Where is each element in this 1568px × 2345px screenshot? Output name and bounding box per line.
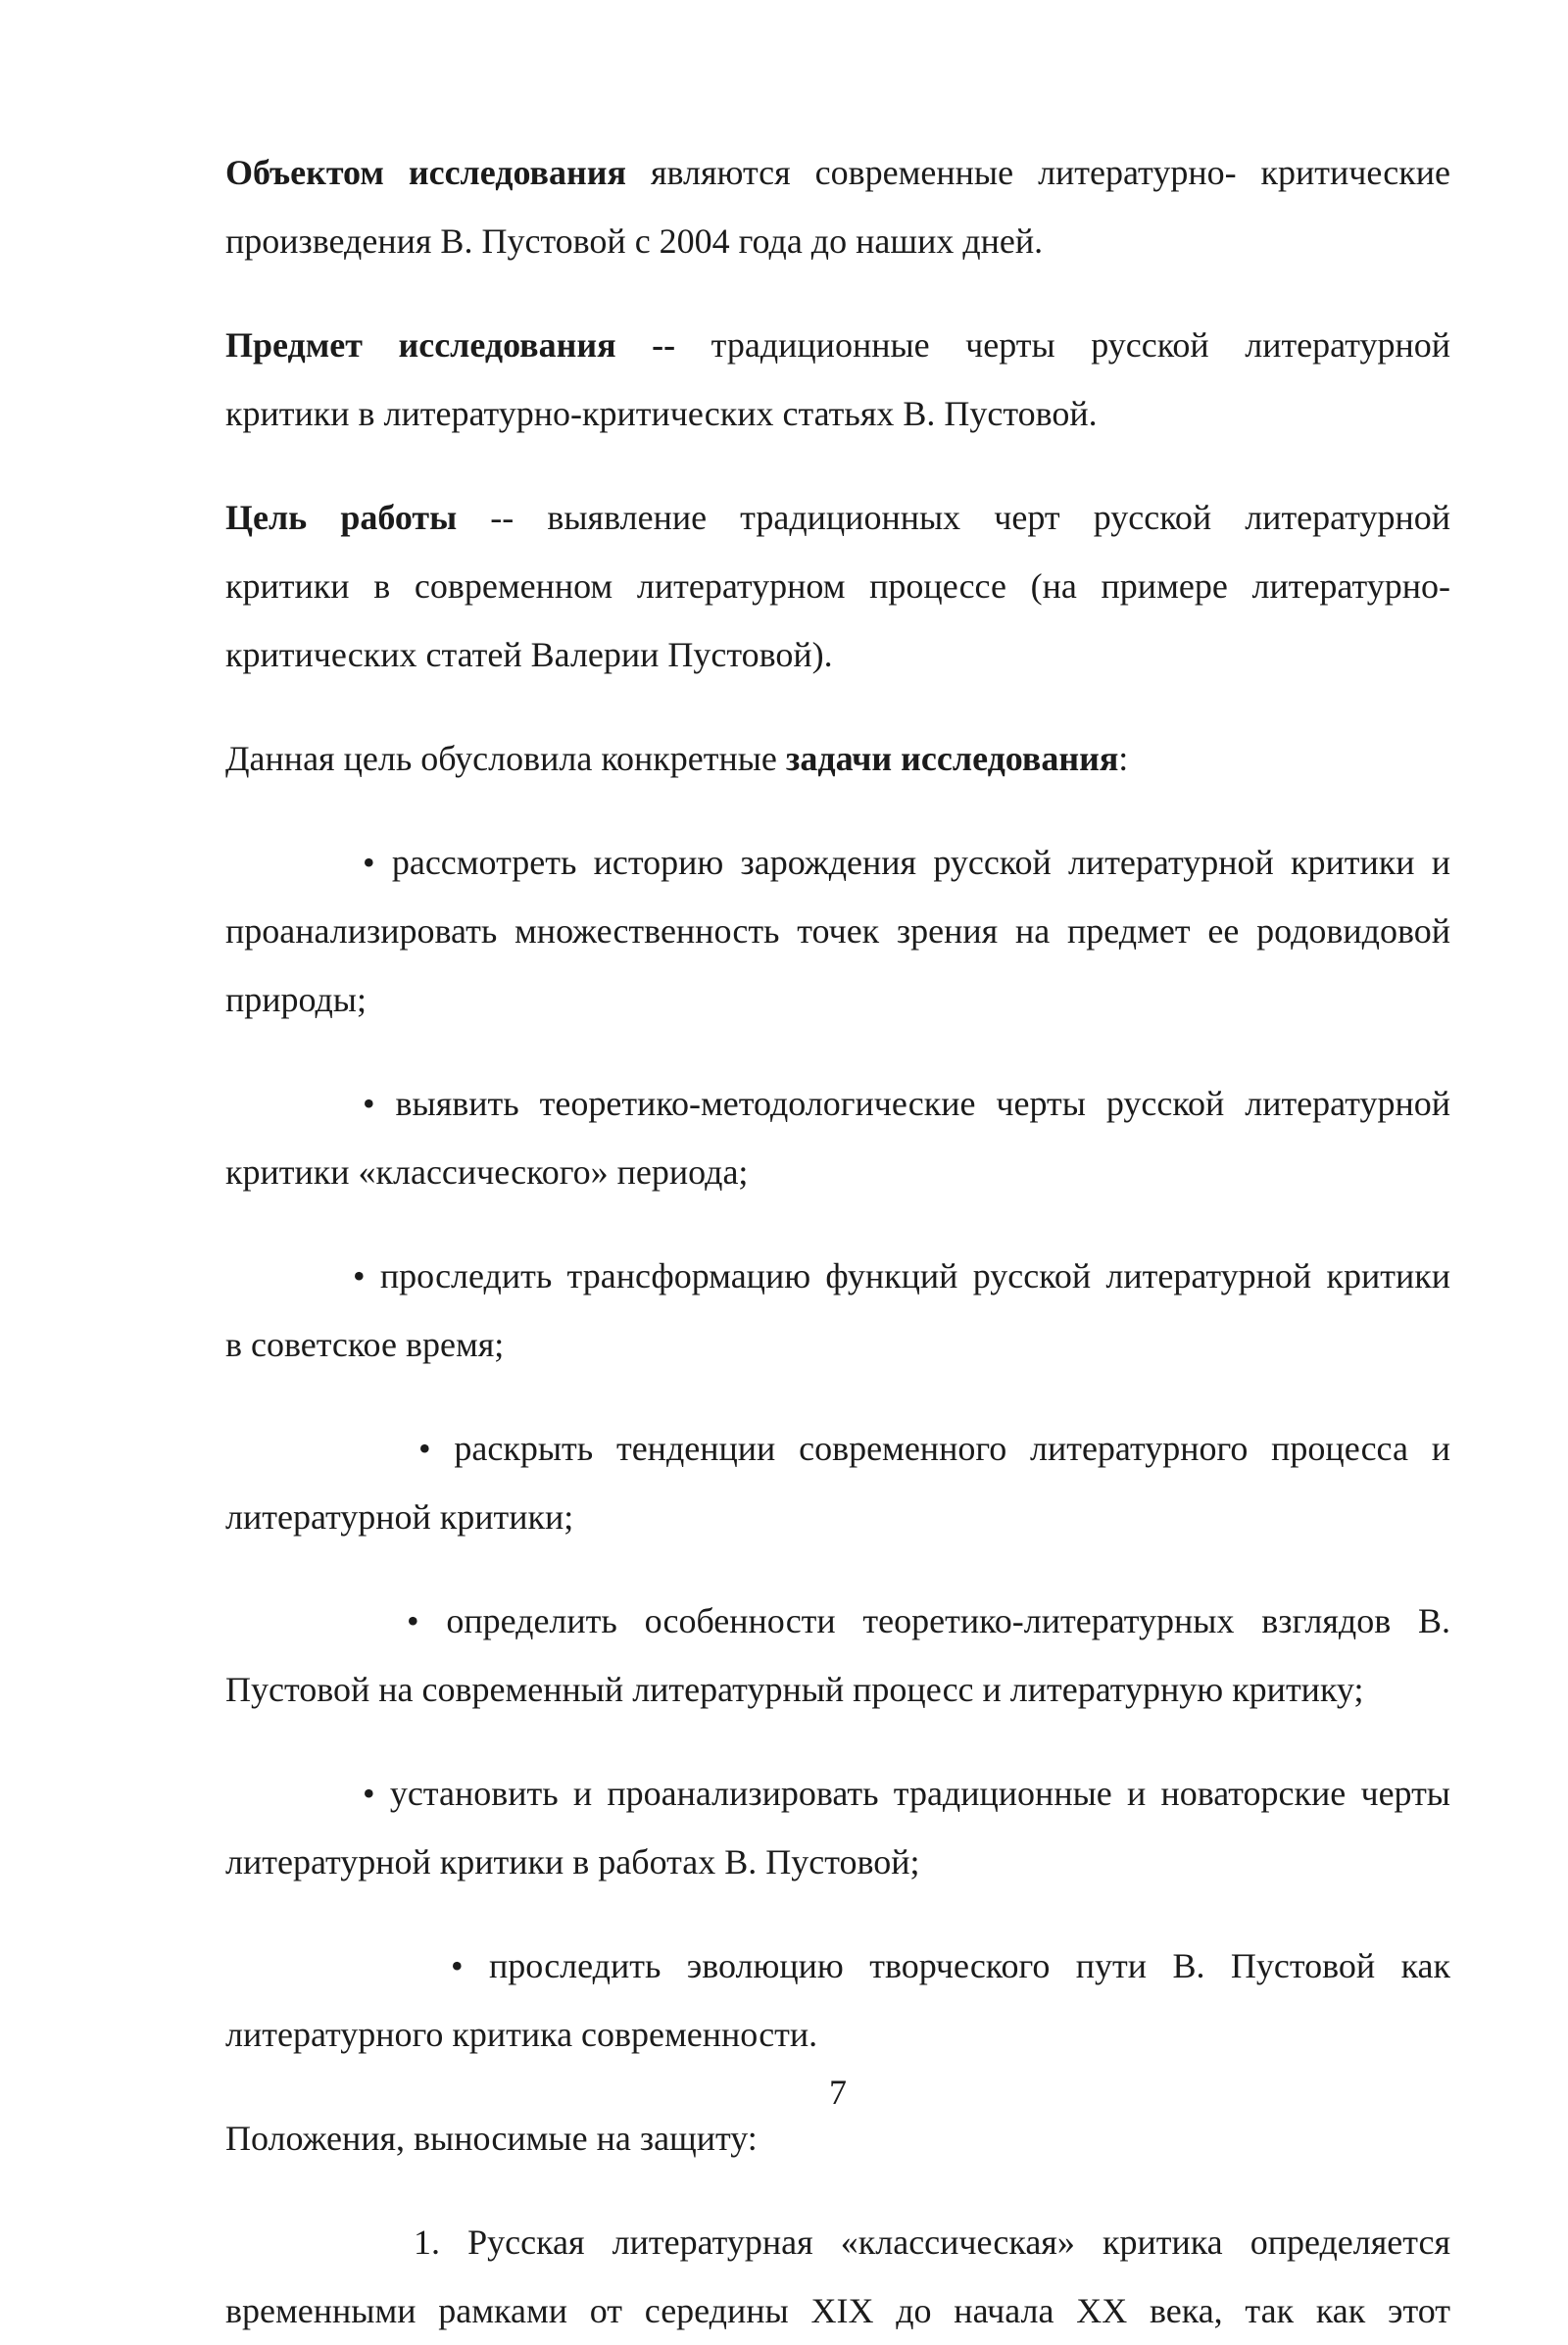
text-run: • определить особенности теоретико-литературных взглядов В.	[407, 1601, 1450, 1640]
text-run: временными рамками от середины XIX до начала XX века, так как этот	[225, 2291, 1450, 2330]
text-line	[225, 1069, 1450, 1138]
text-line	[225, 1655, 1450, 1724]
text-line	[225, 620, 1450, 689]
text-run: природы;	[225, 980, 367, 1019]
text-run: в советское время;	[225, 1325, 505, 1364]
text-line	[225, 1242, 1450, 1310]
text-line	[225, 379, 1450, 448]
text-line	[225, 965, 1450, 1034]
text-run: литературной критики в работах В. Пустовой;	[225, 1842, 920, 1881]
text-line	[225, 1931, 1450, 2000]
text-line	[225, 1310, 1450, 1379]
text-run: критики «классического» периода;	[225, 1152, 749, 1192]
text-run: критики в современном литературном процессе (на примере литературно-	[225, 566, 1450, 606]
text-run: критических статей Валерии Пустовой).	[225, 635, 833, 674]
text-run: являются современные литературно- критические	[625, 153, 1450, 192]
text-line	[225, 2208, 1450, 2276]
text-run: Данная цель обусловила конкретные	[225, 739, 786, 778]
text-run-bold: Цель работы	[225, 498, 458, 537]
text-run-bold: Предмет исследования --	[225, 325, 676, 365]
text-run: -- выявление традиционных черт русской литературной	[457, 498, 1450, 537]
text-line	[225, 724, 1450, 793]
text-run: литературного критика современности.	[225, 2015, 818, 2054]
text-run: Положения, выносимые на защиту:	[225, 2119, 758, 2158]
text-run: :	[1118, 739, 1129, 778]
text-line	[225, 2276, 1450, 2345]
text-run: • раскрыть тенденции современного литературного процесса и	[418, 1429, 1450, 1468]
text-line	[225, 1587, 1450, 1655]
text-line	[225, 552, 1450, 620]
page-number: 7	[829, 2073, 847, 2112]
text-run: • выявить теоретико-методологические черты русской литературной	[363, 1084, 1450, 1123]
text-line	[225, 897, 1450, 965]
text-run: традиционные черты русской литературной	[675, 325, 1451, 365]
text-run: 1. Русская литературная «классическая» критика определяется	[414, 2223, 1450, 2262]
text-run: • установить и проанализировать традиционные и новаторские черты	[363, 1774, 1450, 1813]
text-line	[225, 1414, 1450, 1483]
text-run: • рассмотреть историю зарождения русской литературной критики и	[363, 843, 1450, 882]
text-run: • проследить эволюцию творческого пути В. Пустовой как	[451, 1946, 1450, 1985]
text-line	[225, 1759, 1450, 1828]
text-run: Пустовой на современный литературный процесс и литературную критику;	[225, 1670, 1364, 1709]
text-run-bold: Объектом исследования	[225, 153, 626, 192]
text-line	[225, 483, 1450, 552]
text-line	[225, 1483, 1450, 1551]
document-body	[225, 138, 1450, 2345]
text-run-bold: задачи исследования	[785, 739, 1119, 778]
text-line	[225, 138, 1450, 207]
text-run: литературной критики;	[225, 1497, 574, 1537]
text-line	[225, 828, 1450, 897]
text-line	[225, 1138, 1450, 1206]
text-run: критики в литературно-критических статьях В. Пустовой.	[225, 394, 1098, 433]
text-run: проанализировать множественность точек зрения на предмет ее родовидовой	[225, 911, 1450, 951]
text-run: произведения В. Пустовой с 2004 года до наших дней.	[225, 221, 1044, 261]
text-line	[225, 1828, 1450, 1896]
text-run: • проследить трансформацию функций русской литературной критики	[353, 1256, 1450, 1295]
text-line	[225, 311, 1450, 379]
text-line	[225, 207, 1450, 275]
